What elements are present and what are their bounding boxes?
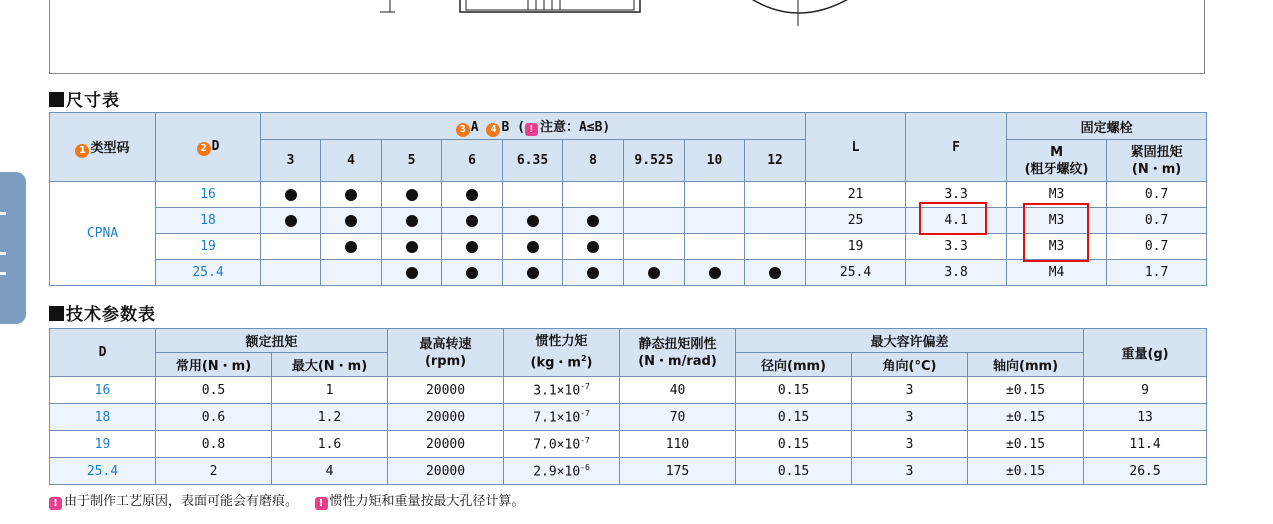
common-cell: 2 bbox=[156, 458, 272, 485]
size-header: 6.35 bbox=[503, 140, 563, 182]
radial-cell: 0.15 bbox=[736, 404, 852, 431]
d-cell[interactable]: 18 bbox=[50, 404, 156, 431]
size-cell bbox=[321, 260, 382, 286]
size-cell bbox=[442, 182, 503, 208]
inertia-cell: $3.1\times 10^{-7}$ bbox=[504, 377, 620, 404]
inertia-header: 惯性力矩 (kg・$m^2$) bbox=[504, 329, 620, 377]
axial-cell: ±0.15 bbox=[968, 377, 1084, 404]
max-speed-header: 最高转速 (rpm) bbox=[388, 329, 504, 377]
weight-header: 重量(g) bbox=[1084, 329, 1207, 377]
size-cell bbox=[745, 234, 806, 260]
angular-cell: 3 bbox=[852, 431, 968, 458]
axial-cell: ±0.15 bbox=[968, 404, 1084, 431]
highlight-box-f bbox=[919, 202, 987, 235]
size-cell bbox=[261, 208, 321, 234]
size-cell bbox=[261, 234, 321, 260]
side-tab[interactable] bbox=[0, 172, 26, 324]
common-cell: 0.5 bbox=[156, 377, 272, 404]
f-cell: 3.3 bbox=[906, 234, 1007, 260]
tech-table-title: 技术参数表 bbox=[49, 300, 156, 325]
size-cell bbox=[685, 260, 745, 286]
stiffness-cell: 175 bbox=[620, 458, 736, 485]
l-cell: 21 bbox=[806, 182, 906, 208]
dot-icon bbox=[709, 267, 721, 279]
size-cell bbox=[261, 260, 321, 286]
table-row bbox=[50, 404, 1207, 431]
size-cell bbox=[382, 234, 442, 260]
square-icon bbox=[49, 92, 64, 107]
dot-icon bbox=[587, 241, 599, 253]
max-cell: 1.2 bbox=[272, 404, 388, 431]
d-header: 2 D bbox=[156, 113, 261, 182]
max-header: 最大(N・m) bbox=[272, 353, 388, 377]
size-cell bbox=[442, 208, 503, 234]
inertia-cell: $7.0\times 10^{-7}$ bbox=[504, 431, 620, 458]
max-cell: 4 bbox=[272, 458, 388, 485]
size-cell bbox=[261, 182, 321, 208]
dot-icon bbox=[587, 215, 599, 227]
highlight-box-m bbox=[1023, 203, 1089, 262]
size-header: 6 bbox=[442, 140, 503, 182]
size-header: 4 bbox=[321, 140, 382, 182]
warning-icon: ! bbox=[49, 497, 62, 510]
d-cell[interactable]: 19 bbox=[50, 431, 156, 458]
size-cell bbox=[442, 234, 503, 260]
dot-icon bbox=[466, 215, 478, 227]
m-cell: M3 bbox=[1007, 182, 1107, 208]
radial-cell: 0.15 bbox=[736, 458, 852, 485]
dot-icon bbox=[648, 267, 660, 279]
stiffness-cell: 110 bbox=[620, 431, 736, 458]
speed-cell: 20000 bbox=[388, 458, 504, 485]
torque-cell: 1.7 bbox=[1107, 260, 1207, 286]
f-header: F bbox=[906, 113, 1007, 182]
l-cell: 25.4 bbox=[806, 260, 906, 286]
torque-cell: 0.7 bbox=[1107, 234, 1207, 260]
dot-icon bbox=[406, 215, 418, 227]
f-cell: 3.3 bbox=[906, 182, 1007, 208]
d-cell[interactable]: 25.4 bbox=[156, 260, 261, 286]
size-cell bbox=[503, 234, 563, 260]
weight-cell: 11.4 bbox=[1084, 431, 1207, 458]
m-header: M (粗牙螺纹) bbox=[1007, 140, 1107, 182]
table-row bbox=[50, 377, 1207, 404]
size-cell bbox=[503, 208, 563, 234]
size-cell bbox=[624, 208, 685, 234]
size-cell bbox=[321, 234, 382, 260]
stiffness-cell: 40 bbox=[620, 377, 736, 404]
weight-cell: 13 bbox=[1084, 404, 1207, 431]
dot-icon bbox=[345, 215, 357, 227]
drawing-frame bbox=[49, 0, 1205, 74]
axial-cell: ±0.15 bbox=[968, 458, 1084, 485]
size-cell bbox=[321, 182, 382, 208]
dot-icon bbox=[527, 241, 539, 253]
d-cell[interactable]: 16 bbox=[156, 182, 261, 208]
misalign-header: 最大容许偏差 bbox=[736, 329, 1084, 353]
square-icon bbox=[49, 306, 64, 321]
size-cell bbox=[321, 208, 382, 234]
size-cell bbox=[624, 234, 685, 260]
stiffness-cell: 70 bbox=[620, 404, 736, 431]
size-cell bbox=[382, 260, 442, 286]
common-header: 常用(N・m) bbox=[156, 353, 272, 377]
max-cell: 1.6 bbox=[272, 431, 388, 458]
tech-d-header: D bbox=[50, 329, 156, 377]
stiffness-header: 静态扭矩刚性 (N・m/rad) bbox=[620, 329, 736, 377]
size-cell bbox=[624, 182, 685, 208]
l-cell: 19 bbox=[806, 234, 906, 260]
dot-icon bbox=[406, 241, 418, 253]
size-header: 8 bbox=[563, 140, 624, 182]
size-cell bbox=[745, 208, 806, 234]
common-cell: 0.8 bbox=[156, 431, 272, 458]
type-code-header: 1 类型码 bbox=[50, 113, 156, 182]
d-cell[interactable]: 19 bbox=[156, 234, 261, 260]
size-cell bbox=[503, 260, 563, 286]
dot-icon bbox=[527, 267, 539, 279]
m-cell: M3 bbox=[1007, 234, 1107, 260]
weight-cell: 26.5 bbox=[1084, 458, 1207, 485]
f-cell: 3.8 bbox=[906, 260, 1007, 286]
angular-cell: 3 bbox=[852, 458, 968, 485]
size-header: 3 bbox=[261, 140, 321, 182]
table-row bbox=[50, 431, 1207, 458]
axial-cell: ±0.15 bbox=[968, 431, 1084, 458]
l-header: L bbox=[806, 113, 906, 182]
size-cell bbox=[563, 208, 624, 234]
inertia-cell: $7.1\times 10^{-7}$ bbox=[504, 404, 620, 431]
rated-torque-header: 额定扭矩 bbox=[156, 329, 388, 353]
l-cell: 25 bbox=[806, 208, 906, 234]
radial-header: 径向(mm) bbox=[736, 353, 852, 377]
size-cell bbox=[624, 260, 685, 286]
common-cell: 0.6 bbox=[156, 404, 272, 431]
f-cell: 4.1 bbox=[906, 208, 1007, 234]
d-cell[interactable]: 18 bbox=[156, 208, 261, 234]
size-cell bbox=[745, 182, 806, 208]
size-cell bbox=[685, 182, 745, 208]
size-header: 12 bbox=[745, 140, 806, 182]
torque-cell: 0.7 bbox=[1107, 208, 1207, 234]
angular-header: 角向(°C) bbox=[852, 353, 968, 377]
angular-cell: 3 bbox=[852, 404, 968, 431]
dot-icon bbox=[466, 241, 478, 253]
size-cell bbox=[685, 234, 745, 260]
size-header: 10 bbox=[685, 140, 745, 182]
dot-icon bbox=[406, 189, 418, 201]
torque-header: 紧固扭矩 (N・m) bbox=[1107, 140, 1207, 182]
tech-table bbox=[49, 328, 1207, 485]
dot-icon bbox=[285, 189, 297, 201]
dot-icon bbox=[466, 267, 478, 279]
size-header: 5 bbox=[382, 140, 442, 182]
size-cell bbox=[563, 260, 624, 286]
dot-icon bbox=[345, 241, 357, 253]
inertia-cell: $2.9\times 10^{-6}$ bbox=[504, 458, 620, 485]
m-cell: M4 bbox=[1007, 260, 1107, 286]
coupling-drawing bbox=[50, 0, 1206, 74]
size-cell bbox=[382, 208, 442, 234]
dot-icon bbox=[345, 189, 357, 201]
speed-cell: 20000 bbox=[388, 377, 504, 404]
size-cell bbox=[745, 260, 806, 286]
size-cell bbox=[685, 208, 745, 234]
size-cell bbox=[503, 182, 563, 208]
size-cell bbox=[563, 182, 624, 208]
d-cell[interactable]: 25.4 bbox=[50, 458, 156, 485]
angular-cell: 3 bbox=[852, 377, 968, 404]
torque-cell: 0.7 bbox=[1107, 182, 1207, 208]
radial-cell: 0.15 bbox=[736, 377, 852, 404]
weight-cell: 9 bbox=[1084, 377, 1207, 404]
warning-icon: ! bbox=[525, 123, 538, 136]
radial-cell: 0.15 bbox=[736, 431, 852, 458]
dot-icon bbox=[587, 267, 599, 279]
dot-icon bbox=[406, 267, 418, 279]
footnote: ! 由于制作工艺原因，表面可能会有磨痕。 ! 惯性力矩和重量按最大孔径计算。 bbox=[49, 490, 525, 510]
table-row bbox=[50, 458, 1207, 485]
dimension-table-title: 尺寸表 bbox=[49, 86, 120, 111]
speed-cell: 20000 bbox=[388, 404, 504, 431]
size-cell bbox=[382, 182, 442, 208]
max-cell: 1 bbox=[272, 377, 388, 404]
dot-icon bbox=[285, 215, 297, 227]
axial-header: 轴向(mm) bbox=[968, 353, 1084, 377]
dot-icon bbox=[769, 267, 781, 279]
warning-icon: ! bbox=[315, 497, 328, 510]
ab-header: 3 A 4 B ( ! 注意：A≤B) bbox=[261, 113, 806, 140]
size-header: 9.525 bbox=[624, 140, 685, 182]
size-cell bbox=[563, 234, 624, 260]
screw-group-header: 固定螺栓 bbox=[1007, 113, 1207, 140]
type-code-cell[interactable]: CPNA bbox=[50, 182, 156, 286]
m-cell: M3 bbox=[1007, 208, 1107, 234]
d-cell[interactable]: 16 bbox=[50, 377, 156, 404]
size-cell bbox=[442, 260, 503, 286]
dot-icon bbox=[466, 189, 478, 201]
speed-cell: 20000 bbox=[388, 431, 504, 458]
table-row bbox=[50, 260, 1207, 286]
dot-icon bbox=[527, 215, 539, 227]
